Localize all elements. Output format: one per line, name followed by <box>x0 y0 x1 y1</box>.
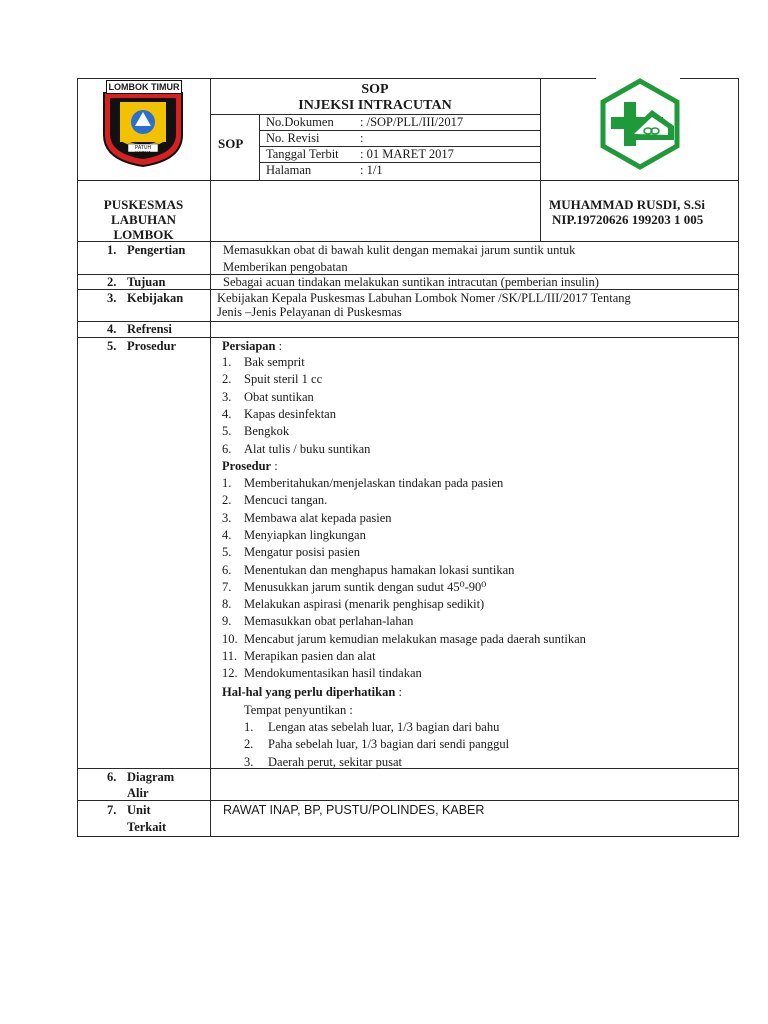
list-item <box>244 720 499 735</box>
list-item <box>222 597 484 612</box>
list-item-number: 6. <box>222 562 232 577</box>
list-item <box>222 528 366 543</box>
section-number: 2. <box>107 275 117 289</box>
list-item-number: 3. <box>222 510 232 525</box>
list-item-text: Daerah perut, sekitar pusat <box>268 754 402 769</box>
list-item-text: Bak semprit <box>244 355 305 369</box>
doc-field-value: : 01 MARET 2017 <box>360 147 454 161</box>
list-item-number: 2. <box>244 737 254 752</box>
section-label-pengertian: Pengertian <box>127 243 186 257</box>
list-item-text: Lengan atas sebelah luar, 1/3 bagian dari bahu <box>268 720 500 734</box>
pengertian-text: Memasukkan obat di bawah kulit dengan memakai jarum suntik untuk <box>223 243 576 257</box>
list-item-number: 1. <box>222 355 232 369</box>
institution-line: LABUHAN <box>110 212 176 227</box>
list-item <box>222 476 503 491</box>
list-item <box>222 614 413 629</box>
list-item <box>244 737 509 752</box>
list-item-number: 5. <box>222 424 232 439</box>
institution-line: PUSKESMAS <box>103 197 184 212</box>
section-label-tujuan: Tujuan <box>127 275 166 289</box>
unit-terkait-text: RAWAT INAP, BP, PUSTU/POLINDES, KABER <box>223 803 485 817</box>
list-item-number: 2. <box>222 493 232 508</box>
list-item <box>222 580 486 595</box>
list-item-text: Merapikan pasien dan alat <box>244 649 376 663</box>
logo-label: LOMBOK TIMUR <box>106 80 182 94</box>
hal-heading: Hal-hal yang perlu diperhatikan : <box>222 685 402 699</box>
list-item <box>244 755 402 770</box>
list-item-number: 8. <box>222 597 232 612</box>
list-item <box>222 511 392 526</box>
section-number: 5. <box>107 339 117 353</box>
list-item <box>222 632 586 647</box>
list-item <box>222 390 314 405</box>
document-title: INJEKSI INTRACUTAN <box>298 98 452 113</box>
section-label-terkait: Terkait <box>127 820 167 834</box>
list-item <box>222 649 376 664</box>
list-item-number: 4. <box>222 406 232 421</box>
list-item-number: 9. <box>222 614 232 629</box>
section-number: 1. <box>107 243 117 257</box>
list-item-number: 4. <box>222 527 232 542</box>
list-item-text: Menentukan dan menghapus hamakan lokasi suntikan <box>244 562 515 577</box>
section-label-alir: Alir <box>127 786 149 800</box>
list-item-number: 3. <box>222 389 232 404</box>
doc-field-label: Tanggal Terbit <box>266 147 339 161</box>
list-item <box>222 545 360 560</box>
list-item <box>222 493 327 508</box>
lombok-timur-logo <box>100 80 186 168</box>
doc-field-label: No.Dokumen <box>266 115 334 129</box>
list-item-text: Membawa alat kepada pasien <box>244 510 392 525</box>
doc-field-label: No. Revisi <box>266 131 320 145</box>
list-item-number: 6. <box>222 441 232 456</box>
list-item-text: Memasukkan obat perlahan-lahan <box>244 614 414 629</box>
section-number: 7. <box>107 803 117 817</box>
doc-field-value: : 1/1 <box>360 163 383 177</box>
section-label-diagram: Diagram <box>127 770 175 784</box>
list-item <box>222 407 336 422</box>
list-item-text: Menusukkan jarum suntik dengan sudut 45⁰-90⁰ <box>244 579 487 594</box>
list-item-text: Mencabut jarum kemudian melakukan masage pada daerah suntikan <box>244 631 586 646</box>
signer-nip: NIP.19720626 199203 1 005 <box>552 212 704 227</box>
list-item <box>222 424 289 439</box>
signer-name: MUHAMMAD RUSDI, S.Si <box>549 197 705 212</box>
list-item-text: Memberitahukan/menjelaskan tindakan pada pasien <box>244 476 504 490</box>
list-item-text: Mengatur posisi pasien <box>244 545 360 560</box>
tempat-heading: Tempat penyuntikan : <box>244 703 353 717</box>
list-item-text: Bengkok <box>244 424 290 439</box>
list-item-text: Mencuci tangan. <box>244 493 328 508</box>
list-item-text: Spuit steril 1 cc <box>244 372 323 387</box>
section-number: 6. <box>107 770 117 784</box>
list-item-number: 2. <box>222 372 232 387</box>
list-item-number: 1. <box>244 720 254 734</box>
list-item <box>222 563 514 578</box>
section-label-unit: Unit <box>127 803 151 817</box>
institution-line: LOMBOK <box>113 227 174 242</box>
list-item <box>222 355 305 370</box>
list-item <box>222 442 370 457</box>
sop-label: SOP <box>218 136 244 151</box>
persiapan-heading: Persiapan : <box>222 339 283 353</box>
list-item-number: 10. <box>222 631 238 646</box>
list-item-text: Mendokumentasikan hasil tindakan <box>244 666 422 681</box>
section-number: 4. <box>107 322 117 336</box>
list-item-text: Menyiapkan lingkungan <box>244 527 366 542</box>
section-label-prosedur: Prosedur <box>127 339 177 353</box>
list-item-number: 11. <box>222 649 238 663</box>
list-item-number: 12. <box>222 666 238 681</box>
list-item-text: Obat suntikan <box>244 389 314 404</box>
section-label-kebijakan: Kebijakan <box>127 291 184 305</box>
pengertian-text: Memberikan pengobatan <box>223 260 348 274</box>
list-item-number: 5. <box>222 545 232 560</box>
section-number: 3. <box>107 291 117 305</box>
doc-field-value: : /SOP/PLL/III/2017 <box>360 115 464 129</box>
tujuan-text: Sebagai acuan tindakan melakukan suntikan intracutan (pemberian insulin) <box>223 275 599 289</box>
puskesmas-logo <box>594 78 686 170</box>
prosedur-heading: Prosedur : <box>222 459 278 473</box>
section-label-refrensi: Refrensi <box>127 322 172 336</box>
list-item-text: Paha sebelah luar, 1/3 bagian dari sendi panggul <box>268 737 510 752</box>
list-item <box>222 372 322 387</box>
logo-motto: PATUH KARYA <box>134 145 152 157</box>
doc-field-value: : <box>360 131 364 145</box>
list-item-text: Kapas desinfektan <box>244 406 336 421</box>
list-item-number: 7. <box>222 579 232 594</box>
kebijakan-text: Kebijakan Kepala Puskesmas Labuhan Lombok Nomer /SK/PLL/III/2017 Tentang <box>217 291 631 305</box>
doc-field-label: Halaman <box>266 163 312 177</box>
list-item <box>222 666 422 681</box>
list-item-text: Alat tulis / buku suntikan <box>244 441 371 456</box>
list-item-text: Melakukan aspirasi (menarik penghisap sedikit) <box>244 597 485 612</box>
kebijakan-text: Jenis –Jenis Pelayanan di Puskesmas <box>217 305 402 319</box>
sop-title: SOP <box>361 82 389 97</box>
list-item-number: 3. <box>244 754 254 769</box>
list-item-number: 1. <box>222 476 232 490</box>
